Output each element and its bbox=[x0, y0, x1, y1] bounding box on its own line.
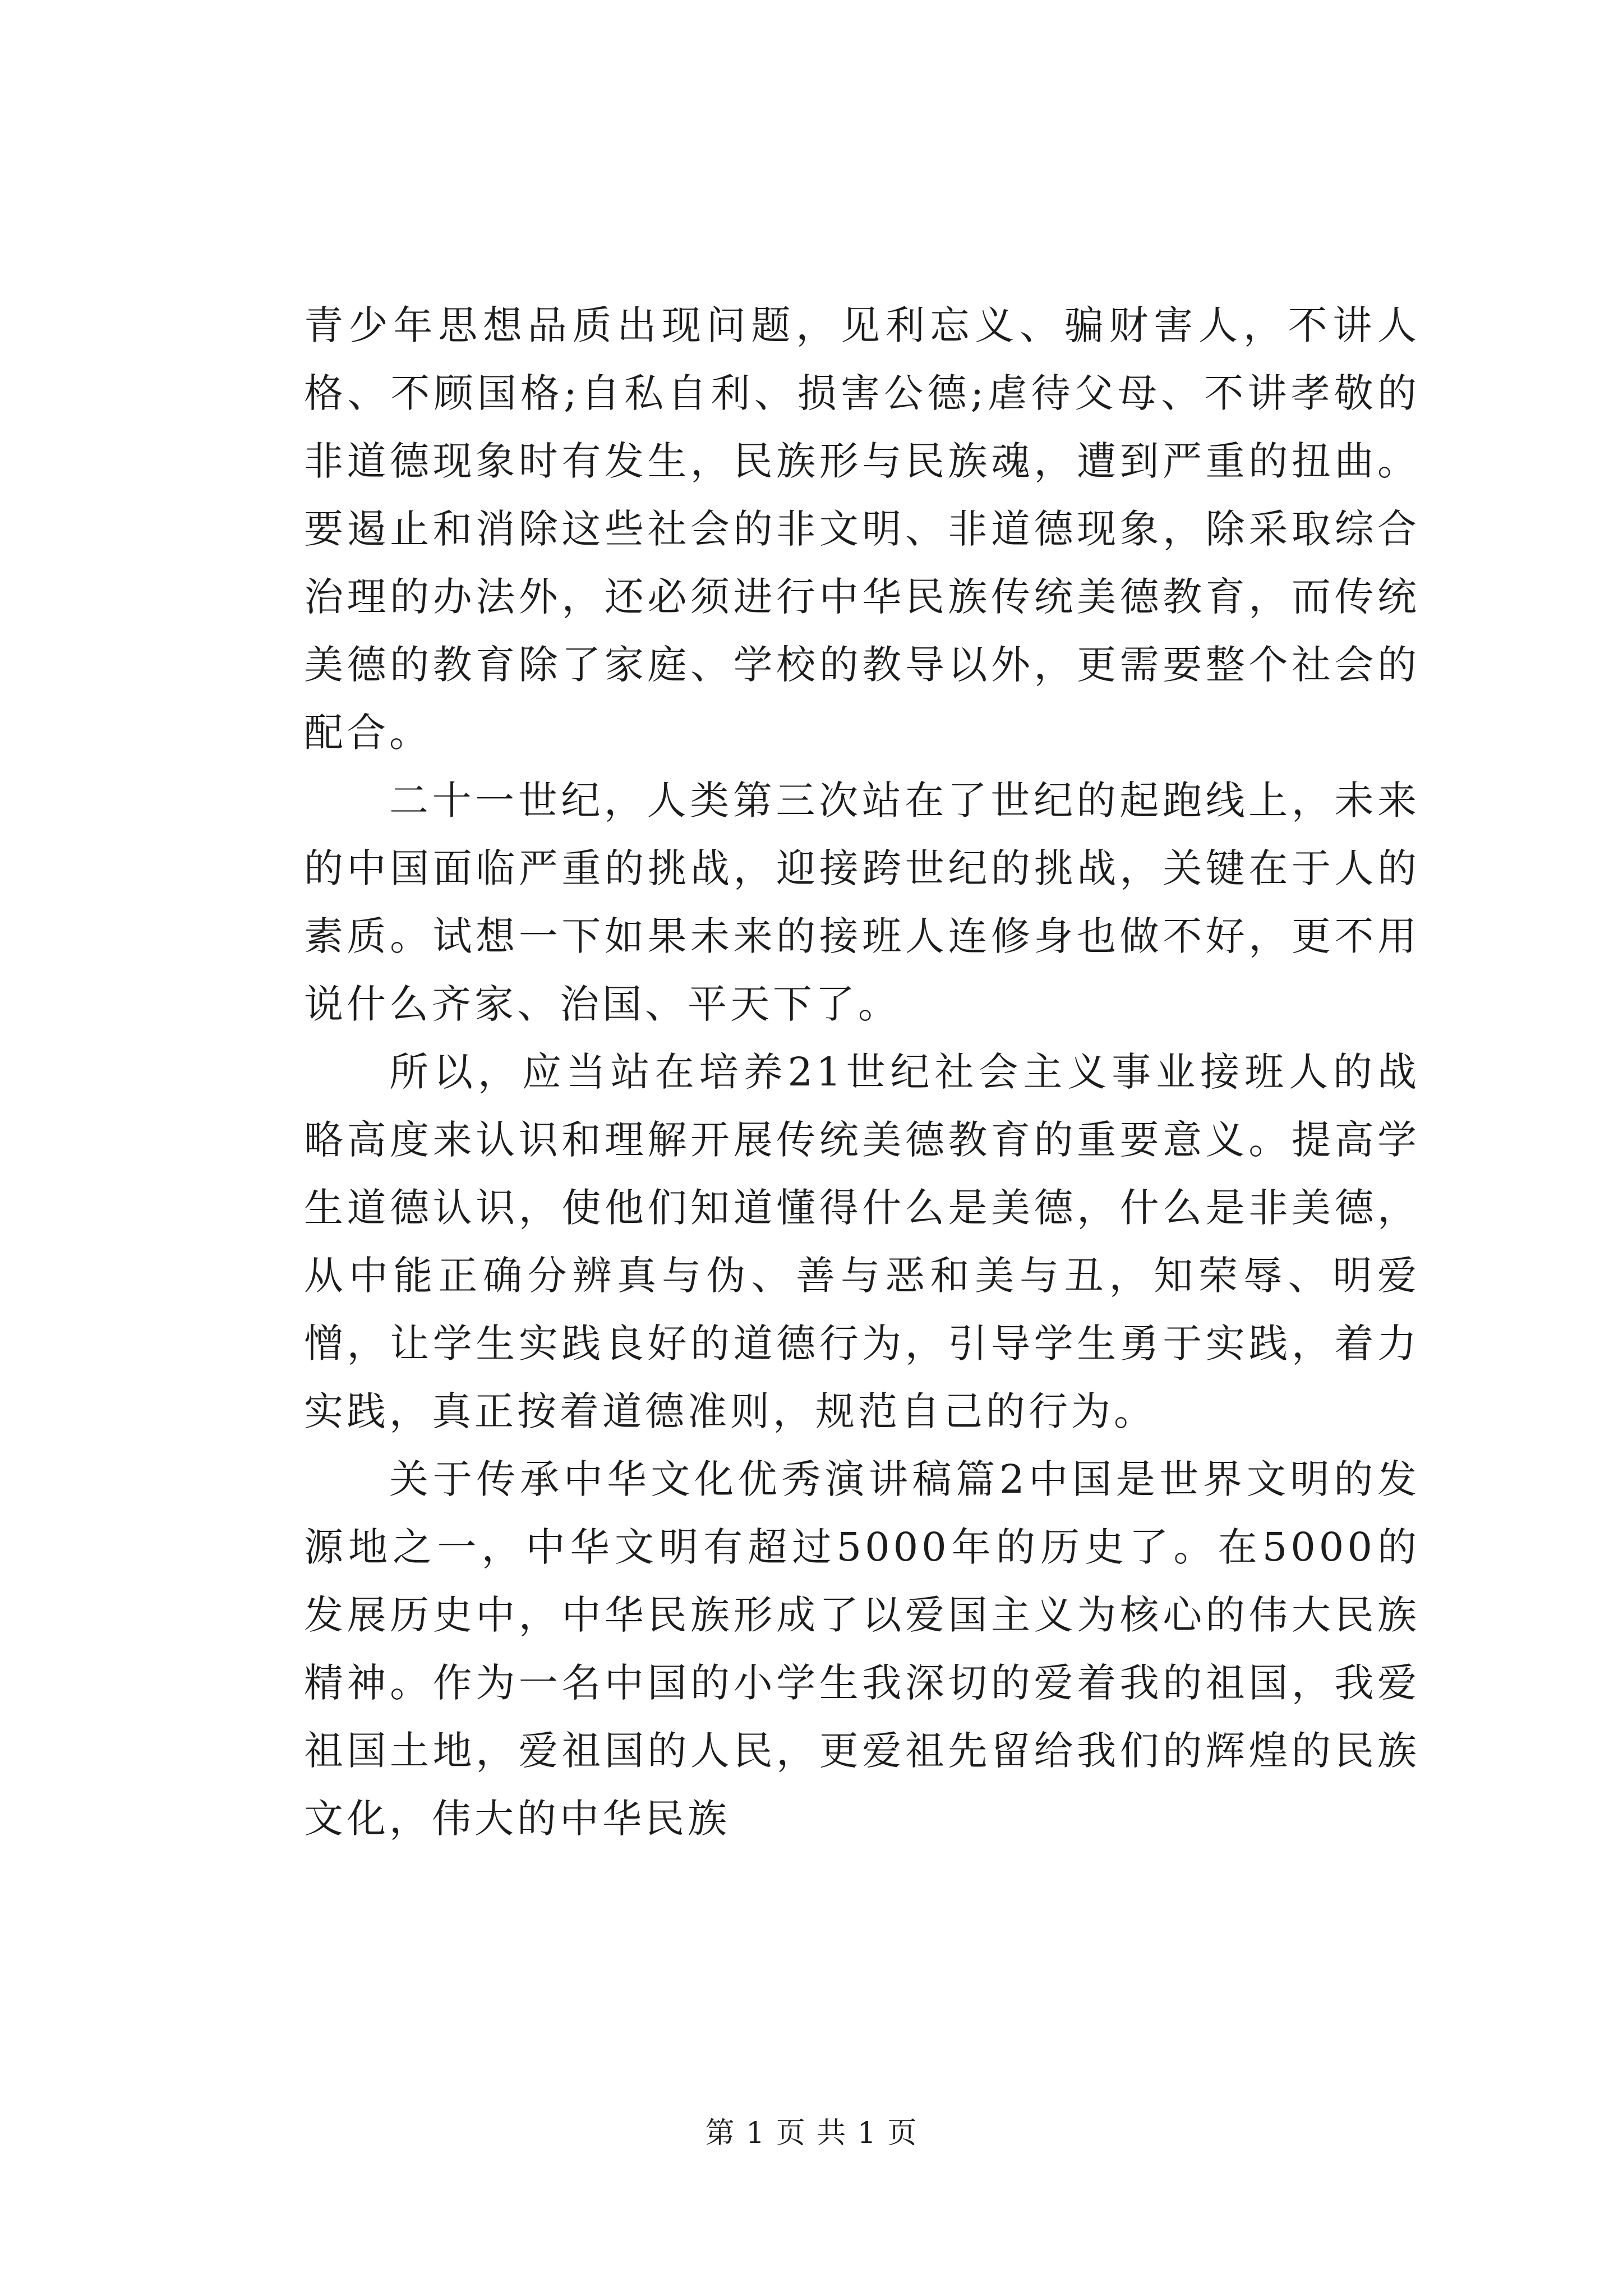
page-footer: 第 1 页 共 1 页 bbox=[705, 2116, 918, 2150]
paragraph-4: 关于传承中华文化优秀演讲稿篇2中国是世界文明的发源地之一，中华文明有超过5000年的历史了。在5000的发展历史中，中华民族形成了以爱国主义为核心的伟大民族精神。作为一名中国的小学生我深切的爱着我的祖国，我爱祖国土地，爱祖国的人民，更爱祖先留给我们的辉煌的民族文化，伟大的中华民族 bbox=[304, 1456, 1420, 1842]
paragraph-2: 二十一世纪，人类第三次站在了世纪的起跑线上，未来的中国面临严重的挑战，迎接跨世纪的挑战，关键在于人的素质。试想一下如果未来的接班人连修身也做不好，更不用说什么齐家、治国、平天下了。 bbox=[304, 777, 1420, 1027]
document-body bbox=[304, 292, 1420, 1853]
paragraph-1: 青少年思想品质出现问题，见利忘义、骗财害人，不讲人格、不顾国格;自私自利、损害公德;虐待父母、不讲孝敬的非道德现象时有发生，民族形与民族魂，遭到严重的扭曲。要遏止和消除这些社会的非文明、非道德现象，除采取综合治理的办法外，还必须进行中华民族传统美德教育，而传统美德的教育除了家庭、学校的教导以外，更需要整个社会的配合。 bbox=[304, 302, 1420, 756]
paragraph-3: 所以，应当站在培养21世纪社会主义事业接班人的战略高度来认识和理解开展传统美德教育的重要意义。提高学生道德认识，使他们知道懂得什么是美德，什么是非美德，从中能正确分辨真与伪、善与恶和美与丑，知荣辱、明爱憎，让学生实践良好的道德行为，引导学生勇于实践，着力实践，真正按着道德准则，规范自己的行为。 bbox=[304, 1049, 1420, 1434]
